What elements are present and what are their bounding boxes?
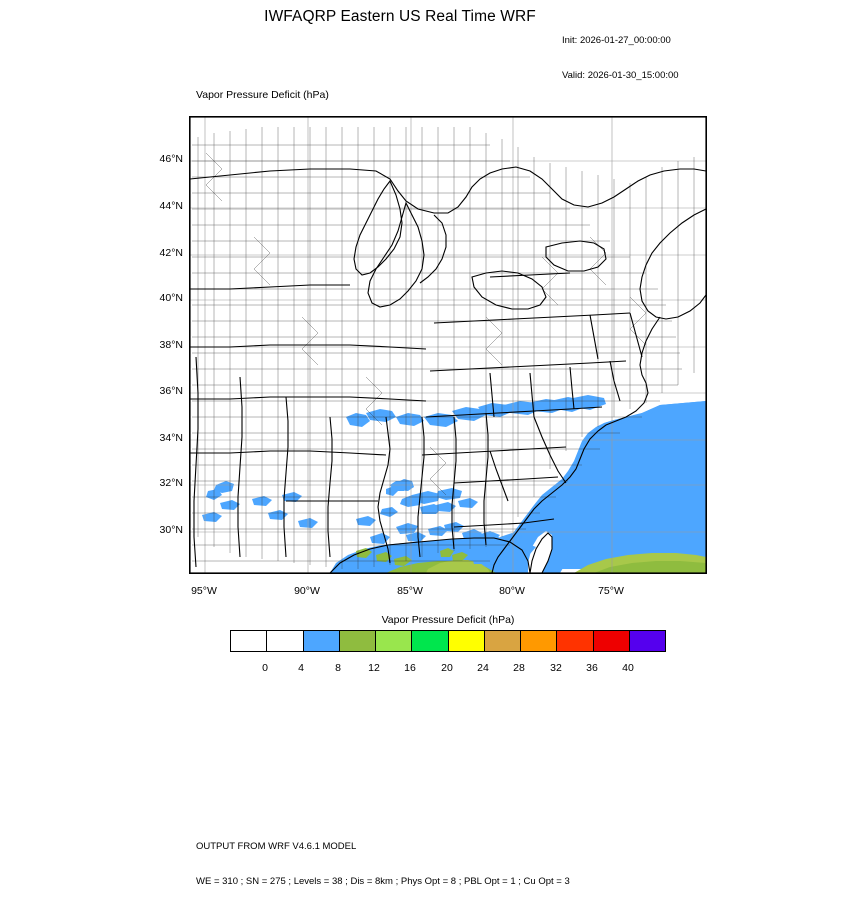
plot-subtitle: Vapor Pressure Deficit (hPa) — [196, 89, 329, 101]
colorbar-tick-label: 12 — [368, 662, 380, 674]
colorbar-tick-label: 36 — [586, 662, 598, 674]
x-tick-label: 85°W — [397, 585, 423, 597]
model-output-footer — [196, 818, 570, 910]
colorbar-tick-label: 24 — [477, 662, 489, 674]
colorbar-tick-label: 28 — [513, 662, 525, 674]
y-tick-label: 42°N — [159, 247, 183, 259]
y-tick-label: 44°N — [159, 200, 183, 212]
colorbar-swatch — [340, 631, 376, 651]
colorbar-tick-label: 32 — [550, 662, 562, 674]
colorbar-swatch — [231, 631, 267, 651]
y-tick-label: 36°N — [159, 385, 183, 397]
colorbar-swatch — [412, 631, 448, 651]
colorbar-swatch — [267, 631, 303, 651]
colorbar-tick-label: 40 — [622, 662, 634, 674]
colorbar-swatch — [557, 631, 593, 651]
y-tick-label: 32°N — [159, 477, 183, 489]
colorbar-swatch — [630, 631, 665, 651]
y-tick-label: 46°N — [159, 153, 183, 165]
x-tick-label: 90°W — [294, 585, 320, 597]
map-panel[interactable] — [189, 116, 707, 574]
x-tick-label: 80°W — [499, 585, 525, 597]
colorbar-swatch — [521, 631, 557, 651]
colorbar-tick-label: 20 — [441, 662, 453, 674]
colorbar-tick-label: 16 — [404, 662, 416, 674]
colorbar[interactable] — [230, 630, 666, 652]
colorbar-tick-label: 8 — [335, 662, 341, 674]
colorbar-tick-label: 4 — [298, 662, 304, 674]
x-tick-label: 75°W — [598, 585, 624, 597]
page-title: IWFAQRP Eastern US Real Time WRF — [264, 8, 536, 25]
run-info — [562, 12, 679, 104]
y-tick-label: 34°N — [159, 432, 183, 444]
x-tick-label: 95°W — [191, 585, 217, 597]
colorbar-swatch — [376, 631, 412, 651]
y-tick-label: 40°N — [159, 292, 183, 304]
y-tick-label: 30°N — [159, 524, 183, 536]
valid-time: Valid: 2026-01-30_15:00:00 — [562, 69, 679, 81]
colorbar-swatch — [485, 631, 521, 651]
footer-line-1: OUTPUT FROM WRF V4.6.1 MODEL — [196, 841, 357, 852]
y-tick-label: 38°N — [159, 339, 183, 351]
colorbar-swatch — [449, 631, 485, 651]
init-time: Init: 2026-01-27_00:00:00 — [562, 35, 671, 46]
footer-line-2: WE = 310 ; SN = 275 ; Levels = 38 ; Dis = 8km ; Phys Opt = 8 ; PBL Opt = 1 ; Cu Opt = 3 — [196, 875, 570, 887]
colorbar-title: Vapor Pressure Deficit (hPa) — [381, 614, 515, 626]
colorbar-swatch — [304, 631, 340, 651]
colorbar-tick-label: 0 — [262, 662, 268, 674]
colorbar-swatch — [594, 631, 630, 651]
